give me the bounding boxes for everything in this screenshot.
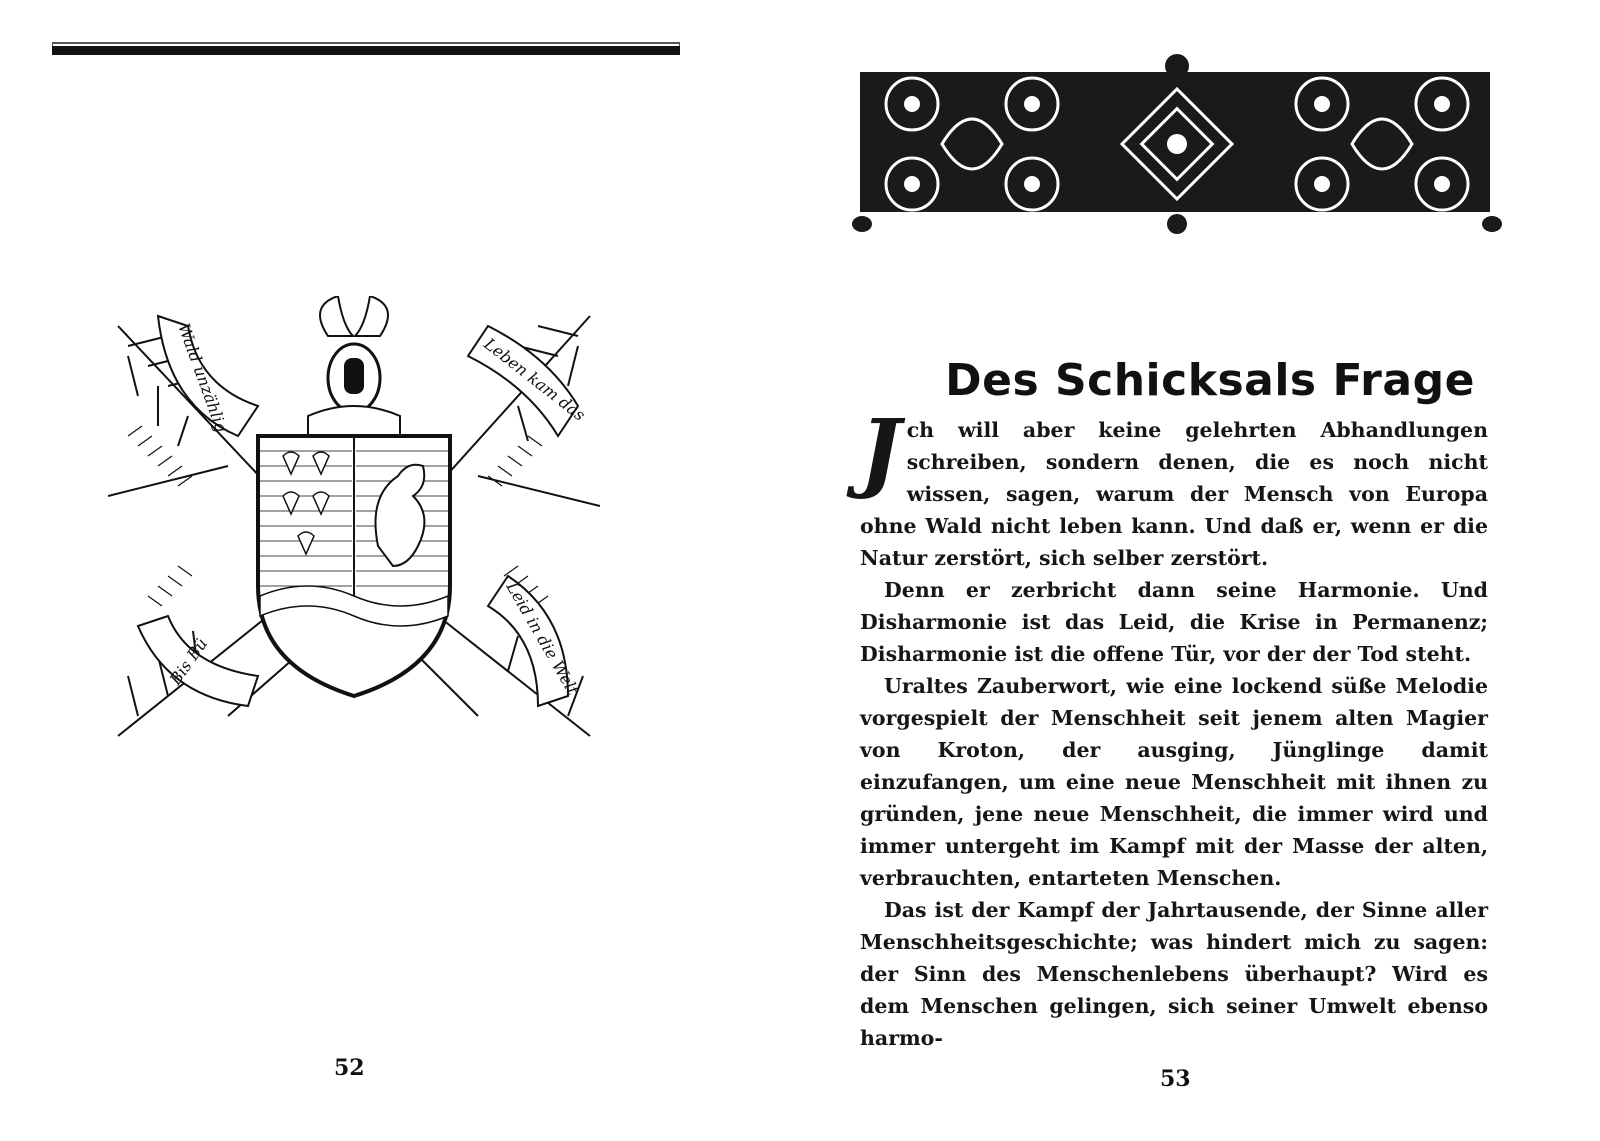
ribbon-text-1: Wald unzählig xyxy=(174,320,232,435)
body-text xyxy=(860,401,1488,1054)
right-page xyxy=(820,0,1600,1141)
left-page xyxy=(0,0,760,1141)
paragraph-3: Uraltes Zauberwort, wie eine lockend süße Melodie vorgespielt der Menschheit seit jenem alten Magier von Kroton, der ausging, Jünglinge damit einzufangen, um eine neue Menschheit mit ihnen zu gründen, jene neue Menschheit, die immer wird und immer untergeht im Kampf mit der Masse der alten, verbrauchten, entarteten Menschen. xyxy=(860,674,1488,890)
ribbon-text-4: Leid in die Welt xyxy=(502,578,583,699)
top-rule xyxy=(52,46,680,55)
drop-cap: J xyxy=(860,401,901,502)
coat-of-arms-illustration xyxy=(108,296,600,748)
shield xyxy=(258,436,450,696)
paragraph-4: Das ist der Kampf der Jahrtausende, der Sinne aller Menschheitsgeschichte; was hindert mich zu sagen: der Sinn des Menschenlebens überhaupt? Wird es dem Menschen gelingen, sich seiner Umwelt ebenso harmo- xyxy=(860,898,1488,1050)
paragraph-1 xyxy=(860,401,1488,574)
paragraph-1-text: ch will aber keine gelehrten Abhandlungen schreiben, sondern denen, die es noch nicht wissen, sagen, warum der Mensch von Europa ohne Wald nicht leben kann. Und daß er, wenn er die Natur zerstört, sich selber zerstört. xyxy=(860,418,1488,570)
ribbon-text-2: Leben kam das xyxy=(480,334,589,425)
ribbon-text-3: Bis Bü xyxy=(165,634,212,689)
page-number-right: 53 xyxy=(1160,1066,1191,1092)
chapter-title: Des Schicksals Frage xyxy=(945,355,1475,406)
helmet xyxy=(308,296,400,436)
page-number-left: 52 xyxy=(334,1055,365,1081)
ornamental-header-banner xyxy=(852,54,1504,236)
paragraph-2: Denn er zerbricht dann seine Harmonie. Und Disharmonie ist das Leid, die Krise in Permanenz; Disharmonie ist die offene Tür, vor der der Tod steht. xyxy=(860,578,1488,666)
